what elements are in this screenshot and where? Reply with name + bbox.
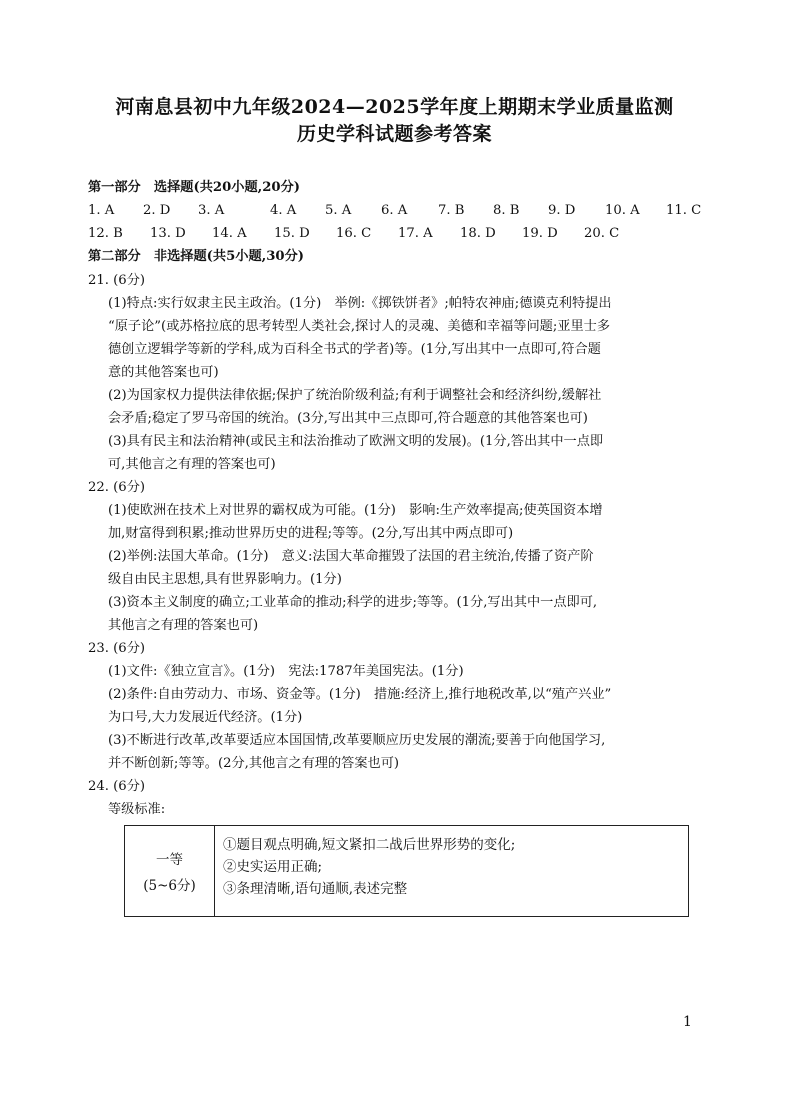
page-number: 1 [683, 1014, 692, 1030]
criterion: ②史实运用正确; [223, 859, 323, 875]
q21-line: 可,其他言之有理的答案也可) [108, 457, 276, 472]
answer-item: 13. D [150, 226, 186, 241]
title-line-1: 河南息县初中九年级2024—2025学年度上期期末学业质量监测 [115, 96, 674, 118]
answer-item: 17. A [398, 226, 433, 241]
q21-line: (2)为国家权力提供法律依据;保护了统治阶级利益;有利于调整社会和经济纠纷,缓解社 [108, 388, 602, 403]
q21-line: 意的其他答案也可) [108, 365, 219, 380]
q21-line: (1)特点:实行奴隶主民主政治。(1分) 举例:《掷铁饼者》;帕特农神庙;德谟克利特提出 [108, 296, 612, 311]
part2-heading: 第二部分 非选择题(共5小题,30分) [88, 249, 305, 264]
q21-line: 德创立逻辑学等新的学科,成为百科全书式的学者)等。(1分,写出其中一点即可,符合题 [108, 342, 601, 357]
answer-item: 3. A [198, 203, 225, 218]
answer-item: 20. C [584, 226, 620, 241]
answer-item: 8. B [493, 203, 520, 218]
q23-line: (1)文件:《独立宣言》。(1分) 宪法:1787年美国宪法。(1分) [108, 664, 464, 679]
answer-item: 4. A [270, 203, 297, 218]
q21-heading: 21. (6分) [88, 273, 146, 288]
title-line-2: 历史学科试题参考答案 [296, 123, 492, 145]
answer-item: 7. B [438, 203, 465, 218]
answer-item: 9. D [548, 203, 576, 218]
q22-line: 级自由民主思想,具有世界影响力。(1分) [108, 572, 342, 587]
q23-line: (3)不断进行改革,改革要适应本国国情,改革要顺应历史发展的潮流;要善于向他国学习, [108, 733, 606, 748]
q22-line: 加,财富得到积累;推动世界历史的进程;等等。(2分,写出其中两点即可) [108, 526, 514, 541]
grade-cell [125, 826, 215, 916]
q24-heading: 24. (6分) [88, 779, 146, 794]
criterion: ①题目观点明确,短文紧扣二战后世界形势的变化; [223, 837, 516, 853]
grading-table [124, 825, 689, 917]
q23-heading: 23. (6分) [88, 641, 146, 656]
criteria-cell [223, 834, 515, 900]
q23-line: 为口号,大力发展近代经济。(1分) [108, 710, 303, 725]
answer-item: 18. D [460, 226, 496, 241]
q23-line: 并不断创新;等等。(2分,其他言之有理的答案也可) [108, 756, 400, 771]
answer-item: 2. D [143, 203, 171, 218]
q21-line: (3)具有民主和法治精神(或民主和法治推动了欧洲文明的发展)。(1分,答出其中一点即 [108, 434, 604, 449]
grading-label: 等级标准: [108, 802, 166, 817]
q22-line: (1)使欧洲在技术上对世界的霸权成为可能。(1分) 影响:生产效率提高;使英国资本增 [108, 503, 603, 518]
grade-score: (5~6分) [143, 878, 196, 894]
grade-name: 一等 [156, 852, 183, 868]
answer-item: 14. A [212, 226, 247, 241]
q21-line: “原子论”(或苏格拉底的思考转型人类社会,探讨人的灵魂、美德和幸福等问题;亚里士多 [108, 319, 611, 334]
q22-line: (2)举例:法国大革命。(1分) 意义:法国大革命摧毁了法国的君主统治,传播了资产阶 [108, 549, 594, 564]
q21-line: 会矛盾;稳定了罗马帝国的统治。(3分,写出其中三点即可,符合题意的其他答案也可) [108, 411, 588, 426]
q22-line: 其他言之有理的答案也可) [108, 618, 259, 633]
answer-item: 11. C [666, 203, 702, 218]
q22-line: (3)资本主义制度的确立;工业革命的推动;科学的进步;等等。(1分,写出其中一点即可, [108, 595, 598, 610]
answer-item: 1. A [88, 203, 115, 218]
answer-item: 16. C [336, 226, 372, 241]
answer-item: 5. A [325, 203, 352, 218]
answer-item: 15. D [274, 226, 310, 241]
q22-heading: 22. (6分) [88, 480, 146, 495]
answer-item: 6. A [381, 203, 408, 218]
q23-line: (2)条件:自由劳动力、市场、资金等。(1分) 措施:经济上,推行地税改革,以“殖产兴业” [108, 687, 612, 702]
part1-heading: 第一部分 选择题(共20小题,20分) [88, 180, 301, 195]
answer-item: 12. B [88, 226, 123, 241]
criterion: ③条理清晰,语句通顺,表述完整 [223, 881, 408, 897]
answer-item: 19. D [522, 226, 558, 241]
answer-item: 10. A [605, 203, 640, 218]
